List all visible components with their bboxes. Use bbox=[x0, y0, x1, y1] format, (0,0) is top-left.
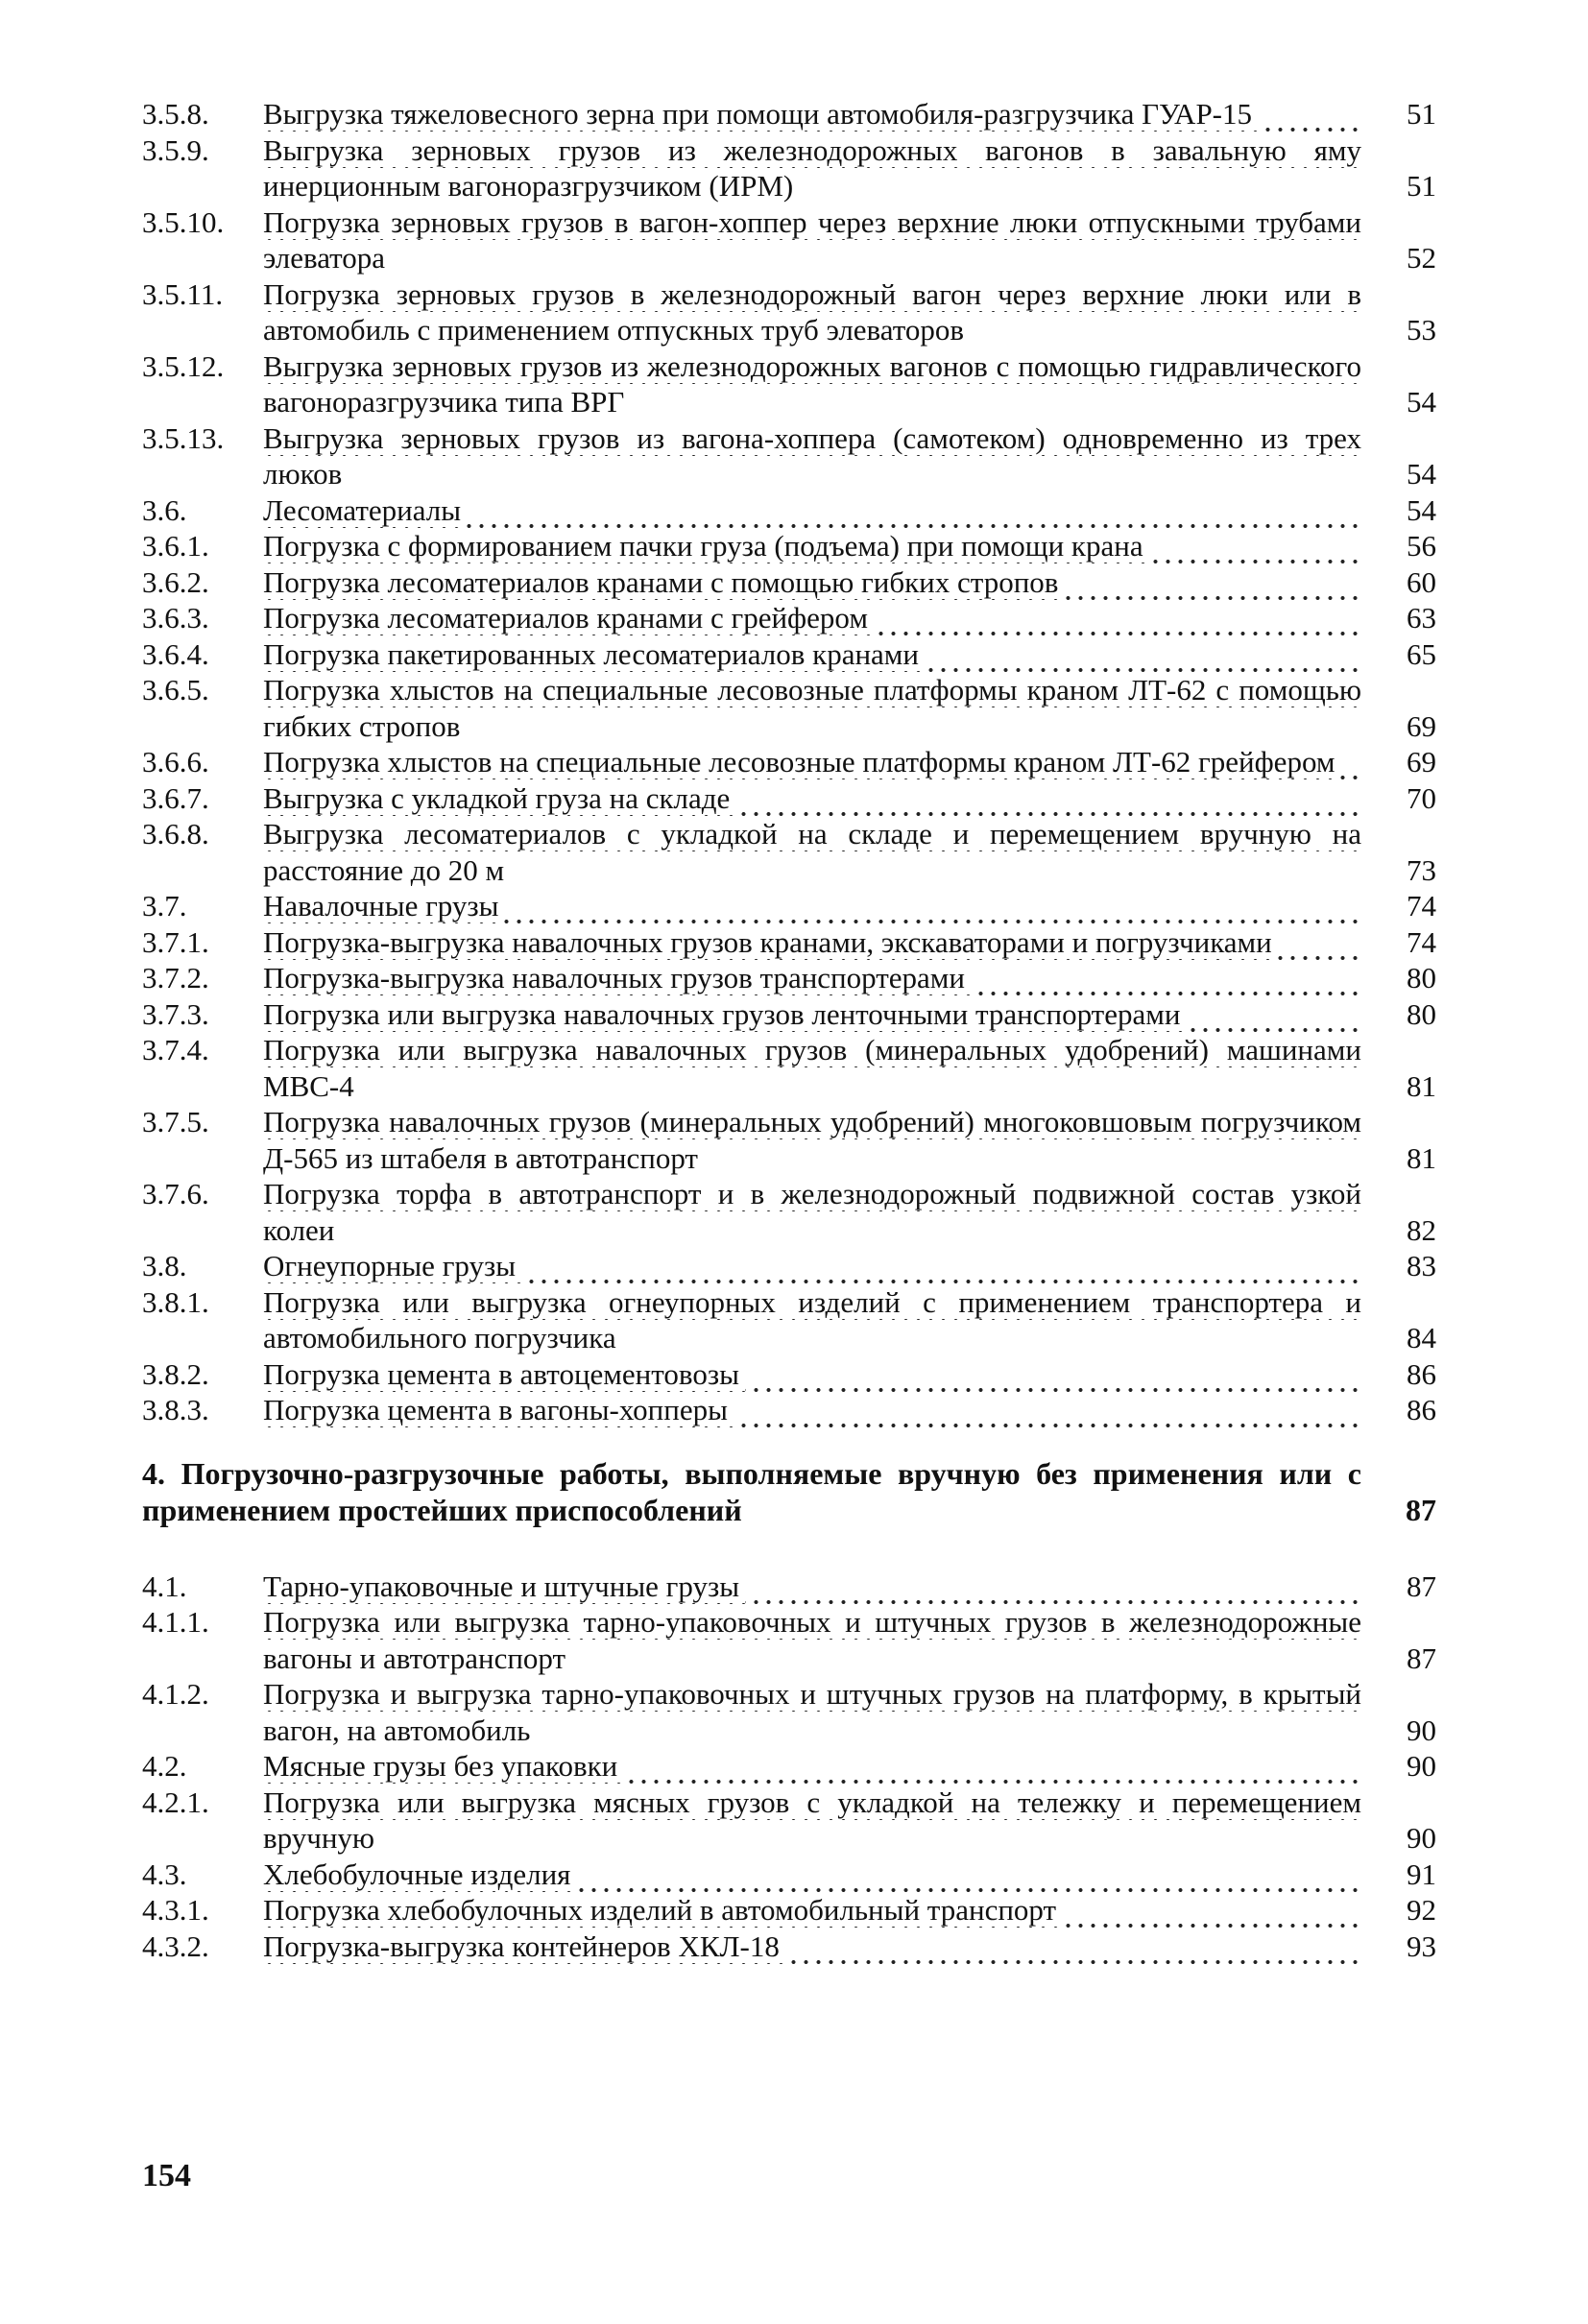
toc-entry-number: 3.7.1. bbox=[142, 924, 209, 959]
toc-entry-body bbox=[263, 1929, 1436, 1965]
toc-entry-number: 3.6.3. bbox=[142, 601, 209, 635]
toc-entry-body bbox=[263, 1176, 1436, 1248]
toc-entry-number: 3.5.13. bbox=[142, 420, 225, 455]
toc-entry-page: 74 bbox=[1407, 889, 1436, 922]
toc-entry-title-wrapper bbox=[263, 348, 1361, 420]
toc-entry bbox=[142, 1748, 1436, 1785]
toc-entry-title-wrapper bbox=[263, 276, 1361, 348]
toc-entry-title: Погрузка цемента в автоцементовозы bbox=[263, 1357, 745, 1391]
toc-entry bbox=[142, 276, 1436, 348]
toc-entry-page: 65 bbox=[1407, 636, 1436, 671]
toc-entry-number: 3.5.8. bbox=[142, 97, 209, 131]
toc-entry bbox=[142, 924, 1436, 961]
toc-entry-title-wrapper bbox=[263, 1248, 1361, 1284]
toc-entry-number: 3.5.9. bbox=[142, 132, 209, 167]
toc-section-heading bbox=[142, 1455, 1436, 1528]
toc-entry-number: 3.8. bbox=[142, 1249, 187, 1282]
toc-entry-page: 84 bbox=[1407, 1321, 1436, 1354]
toc-entry-title-wrapper bbox=[263, 672, 1361, 744]
toc-entry bbox=[142, 1785, 1436, 1857]
toc-entry bbox=[142, 492, 1436, 529]
toc-entry-number: 4.3. bbox=[142, 1857, 187, 1891]
toc-entry-body bbox=[263, 1785, 1436, 1857]
toc-entry-title: Погрузка и выгрузка тарно-упаковочных и штучных грузов на платформу, в крытый вагон, на автомобиль bbox=[263, 1677, 1361, 1747]
toc-entry-title: Погрузка или выгрузка навалочных грузов ленточными транспортерами bbox=[263, 997, 1186, 1031]
toc-entry-title: Выгрузка тяжеловесного зерна при помощи автомобиля-разгрузчика ГУАР-15 bbox=[263, 97, 1258, 131]
toc-entry-body bbox=[263, 1569, 1436, 1605]
toc-entry-title-wrapper bbox=[263, 960, 1361, 996]
toc-entry-body bbox=[263, 96, 1436, 132]
toc-entry-page: 70 bbox=[1407, 780, 1436, 815]
toc-entry-body bbox=[263, 744, 1436, 780]
toc-entry bbox=[142, 1104, 1436, 1176]
toc-entry bbox=[142, 816, 1436, 888]
toc-entry-body bbox=[263, 528, 1436, 564]
toc-entry-title: Навалочные грузы bbox=[263, 889, 504, 922]
toc-entry-title-wrapper bbox=[263, 132, 1361, 204]
toc-entry bbox=[142, 672, 1436, 744]
toc-entry-page: 90 bbox=[1407, 1821, 1436, 1855]
toc-entry-page: 69 bbox=[1407, 745, 1436, 779]
toc-entry-page: 80 bbox=[1407, 961, 1436, 994]
toc-entry-page: 69 bbox=[1407, 708, 1436, 743]
toc-entry bbox=[142, 1356, 1436, 1393]
toc-entry-title: Выгрузка зерновых грузов из вагона-хоппера (самотеком) одновременно из трех люков bbox=[263, 420, 1361, 491]
toc-entry-number: 3.6.5. bbox=[142, 673, 209, 707]
toc-entry-body bbox=[263, 276, 1436, 348]
toc-entry-title-wrapper bbox=[263, 636, 1361, 673]
toc-entry-number: 3.7.2. bbox=[142, 961, 209, 994]
toc-entry bbox=[142, 996, 1436, 1033]
toc-entry-title: Погрузка-выгрузка контейнеров ХКЛ-18 bbox=[263, 1929, 785, 1963]
toc-entry bbox=[142, 1176, 1436, 1248]
toc-entry-title-wrapper bbox=[263, 600, 1361, 636]
toc-entry-title: Погрузка или выгрузка мясных грузов с укладкой на тележку и перемещением вручную bbox=[263, 1785, 1361, 1855]
toc-entry bbox=[142, 528, 1436, 564]
toc-entry-page: 87 bbox=[1406, 1492, 1436, 1527]
toc-entry-title-wrapper bbox=[263, 1676, 1361, 1748]
toc-entry-number: 3.7.4. bbox=[142, 1033, 209, 1066]
toc-entry-page: 91 bbox=[1407, 1857, 1436, 1891]
toc-entry-title: Погрузка лесоматериалов кранами с грейфером bbox=[263, 601, 874, 635]
toc-entry-title-wrapper bbox=[263, 564, 1361, 601]
toc-entry-body bbox=[263, 672, 1436, 744]
toc-entry-title-wrapper bbox=[263, 1104, 1361, 1176]
toc-entry-title-wrapper bbox=[263, 924, 1361, 961]
toc-entry-number: 3.6.6. bbox=[142, 745, 209, 779]
toc-entry-number: 4.2. bbox=[142, 1749, 187, 1783]
toc-entry-title: Погрузка или выгрузка навалочных грузов (минеральных удобрений) машинами МВС-4 bbox=[263, 1033, 1361, 1103]
toc-entry-title-wrapper bbox=[263, 1892, 1361, 1929]
toc-entry-page: 60 bbox=[1407, 564, 1436, 599]
toc-entry bbox=[142, 1284, 1436, 1356]
toc-entry-title: Выгрузка зерновых грузов из железнодорожных вагонов с помощью гидравлического вагоноразгрузчика типа ВРГ bbox=[263, 348, 1361, 419]
toc-entry-page: 92 bbox=[1407, 1893, 1436, 1927]
toc-entry-title: Погрузка-выгрузка навалочных грузов транспортерами bbox=[263, 961, 971, 994]
toc-entry-page: 81 bbox=[1407, 1068, 1436, 1103]
toc-entry-body bbox=[142, 1455, 1436, 1528]
toc-entry bbox=[142, 960, 1436, 996]
toc-entry-body bbox=[263, 1604, 1436, 1676]
toc-entry-title: Погрузка цемента в вагоны-хопперы bbox=[263, 1393, 734, 1426]
toc-entry-title-wrapper bbox=[142, 1455, 1361, 1528]
toc-entry bbox=[142, 1569, 1436, 1605]
toc-entry-title-wrapper bbox=[263, 1032, 1361, 1104]
toc-entry-number: 3.5.12. bbox=[142, 348, 225, 383]
toc-entry-number: 3.5.10. bbox=[142, 204, 225, 239]
toc-entry-page: 53 bbox=[1407, 313, 1436, 347]
toc-entry-number: 3.6.1. bbox=[142, 529, 209, 563]
toc-entry-number: 3.6.8. bbox=[142, 817, 209, 851]
toc-entry bbox=[142, 348, 1436, 420]
toc-entry bbox=[142, 1392, 1436, 1428]
toc-entry bbox=[142, 1929, 1436, 1965]
toc-entry-number: 3.6.2. bbox=[142, 564, 209, 599]
toc-entry-title: Погрузка-выгрузка навалочных грузов кранами, экскаваторами и погрузчиками bbox=[263, 925, 1278, 959]
toc-entry-title: Хлебобулочные изделия bbox=[263, 1857, 576, 1891]
toc-entry-body bbox=[263, 1104, 1436, 1176]
toc-entry-body bbox=[263, 1356, 1436, 1393]
toc-entry bbox=[142, 1032, 1436, 1104]
toc-entry-body bbox=[263, 1392, 1436, 1428]
toc-entry-number: 4.3.1. bbox=[142, 1893, 209, 1927]
toc-entry-body bbox=[263, 132, 1436, 204]
toc-entry bbox=[142, 744, 1436, 780]
toc-entry bbox=[142, 1676, 1436, 1748]
toc-entry-number: 3.8.2. bbox=[142, 1356, 209, 1391]
toc-entry-title-wrapper bbox=[263, 1284, 1361, 1356]
toc-entry-body bbox=[263, 780, 1436, 817]
toc-entry-number: 3.8.1. bbox=[142, 1284, 209, 1319]
toc-entry bbox=[142, 1604, 1436, 1676]
toc-entry-number: 3.6.7. bbox=[142, 780, 209, 815]
toc-entry-title: Погрузка лесоматериалов кранами с помощью гибких стропов bbox=[263, 565, 1064, 599]
toc-entry-page: 63 bbox=[1407, 601, 1436, 635]
toc-entry-body bbox=[263, 888, 1436, 924]
toc-entry bbox=[142, 1248, 1436, 1284]
toc-entry-body bbox=[263, 564, 1436, 601]
toc-entry-body bbox=[263, 1892, 1436, 1929]
toc-entry bbox=[142, 1892, 1436, 1929]
toc-entry-title-wrapper bbox=[263, 1857, 1361, 1893]
toc-entry-number: 3.7. bbox=[142, 889, 187, 922]
toc-entry-title: Выгрузка с укладкой груза на складе bbox=[263, 781, 735, 815]
toc-entry-body bbox=[263, 996, 1436, 1033]
toc-entry-body bbox=[263, 1676, 1436, 1748]
toc-entry-title-wrapper bbox=[263, 1748, 1361, 1785]
toc-entry bbox=[142, 132, 1436, 204]
toc-entry-title-wrapper bbox=[263, 1356, 1361, 1393]
toc-entry-title-wrapper bbox=[263, 204, 1361, 276]
toc-entry-body bbox=[263, 1032, 1436, 1104]
toc-entry-number: 4.1.1. bbox=[142, 1605, 209, 1639]
toc-entry-page: 54 bbox=[1407, 385, 1436, 419]
toc-entry-body bbox=[263, 348, 1436, 420]
toc-entry-number: 3.7.6. bbox=[142, 1177, 209, 1210]
toc-entry-page: 52 bbox=[1407, 241, 1436, 275]
toc-entry-title: Погрузка хлебобулочных изделий в автомобильный транспорт bbox=[263, 1893, 1062, 1927]
toc-entry-title: Погрузка или выгрузка тарно-упаковочных и штучных грузов в железнодорожные вагоны и автотранспорт bbox=[263, 1605, 1361, 1675]
toc-entry-title-wrapper bbox=[263, 1785, 1361, 1857]
toc-entry-page: 56 bbox=[1407, 529, 1436, 563]
toc-entry-title-wrapper bbox=[263, 1176, 1361, 1248]
toc-entry-title-wrapper bbox=[263, 744, 1361, 780]
toc-entry-number: 3.6.4. bbox=[142, 636, 209, 671]
toc-entry-title: Погрузка торфа в автотранспорт и в железнодорожный подвижной состав узкой колеи bbox=[263, 1177, 1361, 1247]
toc-entry-body bbox=[263, 960, 1436, 996]
toc-entry-number: 4.1. bbox=[142, 1569, 187, 1603]
toc-entry-page: 90 bbox=[1407, 1749, 1436, 1783]
toc-entry-page: 87 bbox=[1407, 1569, 1436, 1603]
toc-entry-title-wrapper bbox=[263, 420, 1361, 492]
toc-entry-title-wrapper bbox=[263, 1604, 1361, 1676]
toc-entry-body bbox=[263, 1857, 1436, 1893]
toc-entry-number: 3.8.3. bbox=[142, 1393, 209, 1426]
toc-entry-body bbox=[263, 420, 1436, 492]
toc-entry-page: 74 bbox=[1407, 924, 1436, 959]
toc-entry-body bbox=[263, 600, 1436, 636]
toc-entry-title: Мясные грузы без упаковки bbox=[263, 1749, 623, 1783]
toc-entry-number: 4.2.1. bbox=[142, 1785, 209, 1819]
toc-entry bbox=[142, 780, 1436, 817]
toc-entry-number: 3.7.5. bbox=[142, 1105, 209, 1138]
toc-entry-body bbox=[263, 816, 1436, 888]
toc-entry-title: 4. Погрузочно-разгрузочные работы, выполняемые вручную без применения или с применением простейших приспособлений bbox=[142, 1455, 1361, 1527]
toc-entry-title-wrapper bbox=[263, 996, 1361, 1033]
toc-entry-title: Погрузка хлыстов на специальные лесовозные платформы краном ЛТ-62 грейфером bbox=[263, 745, 1340, 779]
table-of-contents bbox=[142, 96, 1436, 1964]
toc-entry-title: Погрузка пакетированных лесоматериалов кранами bbox=[263, 637, 925, 671]
toc-entry bbox=[142, 636, 1436, 673]
toc-entry bbox=[142, 564, 1436, 601]
toc-entry-title: Выгрузка зерновых грузов из железнодорожных вагонов в завальную яму инерционным вагоноразгрузчиком (ИРМ) bbox=[263, 132, 1361, 203]
page-number: 154 bbox=[142, 2158, 191, 2193]
toc-entry-body bbox=[263, 636, 1436, 673]
toc-entry-body bbox=[263, 204, 1436, 276]
toc-entry-title: Погрузка зерновых грузов в железнодорожный вагон через верхние люки или в автомобиль с применением отпускных труб элеваторов bbox=[263, 276, 1361, 347]
toc-entry-title: Погрузка зерновых грузов в вагон-хоппер через верхние люки отпускными трубами элеватора bbox=[263, 204, 1361, 275]
toc-entry-page: 54 bbox=[1407, 457, 1436, 491]
toc-entry-page: 90 bbox=[1407, 1713, 1436, 1747]
toc-entry-title-wrapper bbox=[263, 888, 1361, 924]
toc-entry-title-wrapper bbox=[263, 1929, 1361, 1965]
toc-entry-page: 81 bbox=[1407, 1140, 1436, 1175]
toc-entry-title: Огнеупорные грузы bbox=[263, 1249, 521, 1282]
toc-entry-number: 3.6. bbox=[142, 492, 187, 527]
toc-entry-page: 54 bbox=[1407, 492, 1436, 527]
toc-entry-title: Погрузка или выгрузка огнеупорных изделий с применением транспортера и автомобильного погрузчика bbox=[263, 1284, 1361, 1354]
toc-entry-title-wrapper bbox=[263, 780, 1361, 817]
toc-entry-page: 93 bbox=[1407, 1929, 1436, 1963]
toc-entry bbox=[142, 420, 1436, 492]
toc-entry-body bbox=[263, 924, 1436, 961]
toc-entry-title-wrapper bbox=[263, 528, 1361, 564]
toc-entry-page: 73 bbox=[1407, 852, 1436, 887]
toc-entry-page: 86 bbox=[1407, 1393, 1436, 1426]
toc-entry-title: Погрузка навалочных грузов (минеральных удобрений) многоковшовым погрузчиком Д-565 из штабеля в автотранспорт bbox=[263, 1105, 1361, 1175]
toc-entry-title: Выгрузка лесоматериалов с укладкой на складе и перемещением вручную на расстояние до 20 м bbox=[263, 817, 1361, 887]
toc-entry-title: Лесоматериалы bbox=[263, 493, 467, 527]
toc-entry-title-wrapper bbox=[263, 816, 1361, 888]
toc-entry-title-wrapper bbox=[263, 492, 1361, 529]
toc-entry-page: 86 bbox=[1407, 1356, 1436, 1391]
toc-entry-page: 82 bbox=[1407, 1212, 1436, 1247]
toc-entry-title-wrapper bbox=[263, 1569, 1361, 1605]
toc-entry bbox=[142, 1857, 1436, 1893]
toc-entry-title-wrapper bbox=[263, 1392, 1361, 1428]
toc-entry-title: Тарно-упаковочные и штучные грузы bbox=[263, 1569, 745, 1603]
toc-entry-title: Погрузка с формированием пачки груза (подъема) при помощи крана bbox=[263, 529, 1149, 563]
toc-entry-number: 4.1.2. bbox=[142, 1677, 209, 1711]
toc-entry-page: 51 bbox=[1407, 169, 1436, 203]
toc-entry-body bbox=[263, 1748, 1436, 1785]
toc-entry-body bbox=[263, 1284, 1436, 1356]
toc-entry-number: 4.3.2. bbox=[142, 1929, 209, 1963]
toc-entry-number: 3.7.3. bbox=[142, 996, 209, 1031]
toc-entry-title: Погрузка хлыстов на специальные лесовозные платформы краном ЛТ-62 с помощью гибких стропов bbox=[263, 673, 1361, 743]
toc-entry-page: 51 bbox=[1407, 97, 1436, 131]
toc-entry-page: 83 bbox=[1407, 1249, 1436, 1282]
toc-entry-page: 87 bbox=[1407, 1641, 1436, 1675]
toc-entry bbox=[142, 888, 1436, 924]
toc-entry bbox=[142, 96, 1436, 132]
toc-entry-title-wrapper bbox=[263, 96, 1361, 132]
toc-entry bbox=[142, 204, 1436, 276]
toc-entry-body bbox=[263, 1248, 1436, 1284]
toc-entry-page: 80 bbox=[1407, 996, 1436, 1031]
toc-entry-number: 3.5.11. bbox=[142, 276, 224, 311]
toc-entry bbox=[142, 600, 1436, 636]
toc-entry-body bbox=[263, 492, 1436, 529]
